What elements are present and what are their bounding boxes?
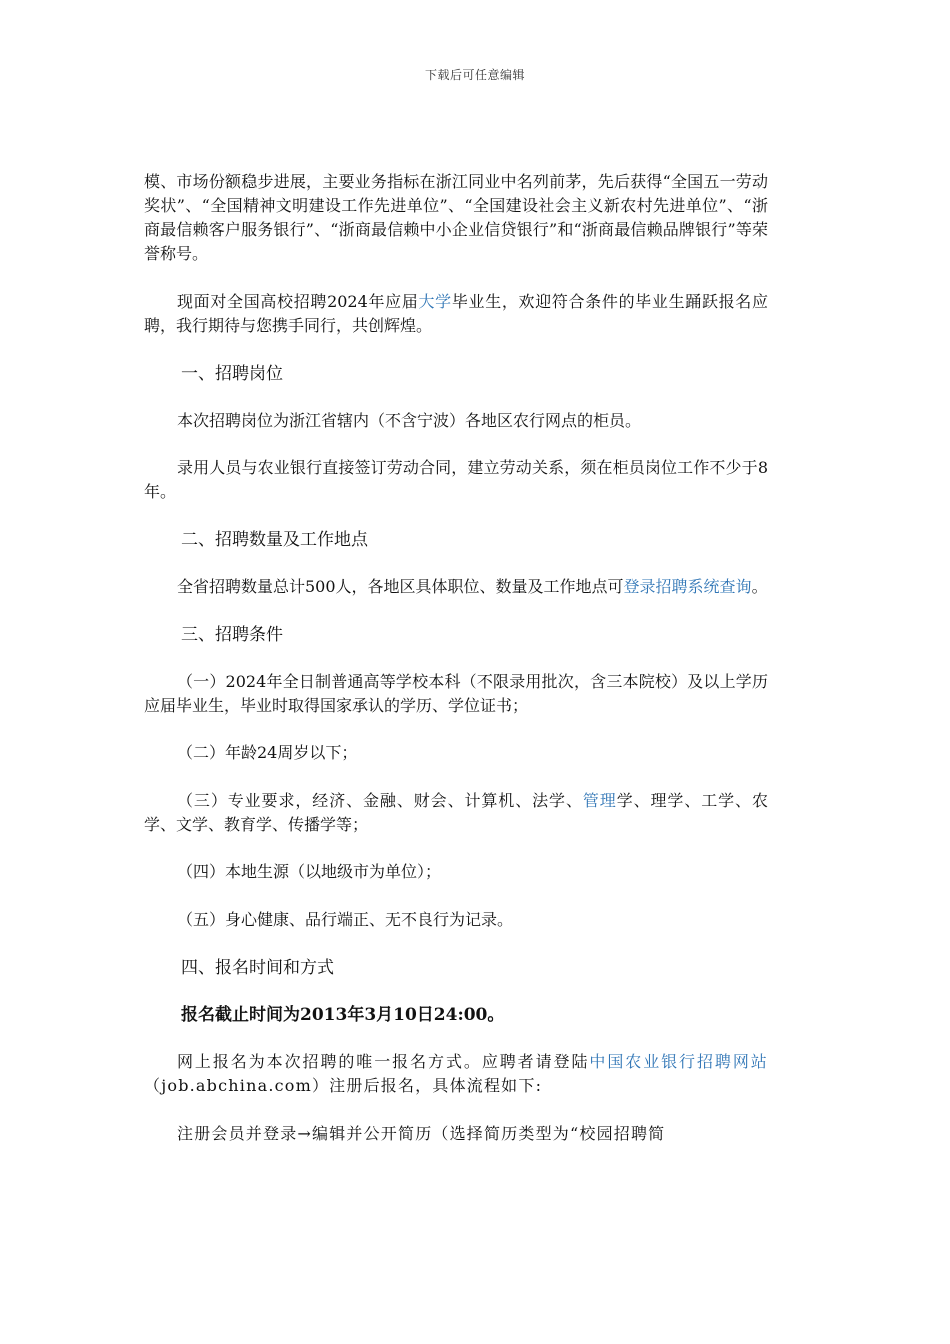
- registration-deadline: 报名截止时间为2013年3月10日24:00。: [181, 1005, 505, 1025]
- section-2-title: 二、招聘数量及工作地点: [181, 530, 368, 550]
- intro-p2-text-after: 毕业生，欢迎符合条件的毕业生踊跃报名应聘，我行期待与您携手同行，共创辉煌。: [144, 292, 768, 335]
- abc-recruitment-site-link[interactable]: 中国农业银行招聘网站: [589, 1052, 768, 1071]
- university-link[interactable]: 大学: [418, 292, 452, 311]
- section-4-paragraph-1: [144, 1050, 768, 1098]
- intro-paragraph-1: 模、市场份额稳步进展，主要业务指标在浙江同业中名列前茅，先后获得“全国五一劳动奖状”、“全国精神文明建设工作先进单位”、“全国建设社会主义新农村先进单位”、“浙商最信赖客户服务银行”、“浙商最信赖中小企业信贷银行”和“浙商最信赖品牌银行”等荣誉称号。: [144, 172, 768, 263]
- section-1-paragraph-1: 本次招聘岗位为浙江省辖内（不含宁波）各地区农行网点的柜员。: [177, 411, 642, 430]
- condition-5: （五）身心健康、品行端正、无不良行为记录。: [177, 910, 514, 929]
- section-2-paragraph-1: [144, 575, 768, 599]
- condition-4: （四）本地生源（以地级市为单位）；: [177, 862, 442, 881]
- section-4-text-after: （job.abchina.com）注册后报名，具体流程如下:: [144, 1076, 543, 1095]
- recruitment-system-link[interactable]: 登录招聘系统查询: [623, 577, 752, 596]
- intro-paragraph-2: [144, 290, 768, 338]
- document-body: [144, 170, 768, 1146]
- section-1-paragraph-2: 录用人员与农业银行直接签订劳动合同，建立劳动关系，须在柜员岗位工作不少于8年。: [144, 458, 768, 501]
- section-4-text-before: 网上报名为本次招聘的唯一报名方式。应聘者请登陆: [177, 1052, 590, 1071]
- section-1-title: 一、招聘岗位: [181, 364, 283, 384]
- condition-2: （二）年龄24周岁以下；: [177, 743, 358, 762]
- condition-3-text-after: 学、理学、工学、农学、文学、教育学、传播学等；: [144, 791, 768, 834]
- section-2-text-before: 全省招聘数量总计500人，各地区具体职位、数量及工作地点可: [177, 577, 624, 596]
- condition-3-text-before: （三）专业要求，经济、金融、财会、计算机、法学、: [177, 791, 583, 810]
- page-header-note: 下载后可任意编辑: [424, 68, 525, 82]
- management-link[interactable]: 管理: [582, 791, 617, 810]
- section-4-paragraph-2: 注册会员并登录→编辑并公开简历（选择简历类型为“校园招聘简: [177, 1124, 666, 1143]
- intro-p2-text-before: 现面对全国高校招聘2024年应届: [177, 292, 419, 311]
- section-3-title: 三、招聘条件: [181, 625, 283, 645]
- section-4-title: 四、报名时间和方式: [181, 958, 334, 978]
- condition-1: （一）2024年全日制普通高等学校本科（不限录用批次，含三本院校）及以上学历应届毕业生，毕业时取得国家承认的学历、学位证书；: [144, 672, 768, 715]
- section-2-text-after: 。: [751, 577, 768, 596]
- condition-3: [144, 789, 768, 837]
